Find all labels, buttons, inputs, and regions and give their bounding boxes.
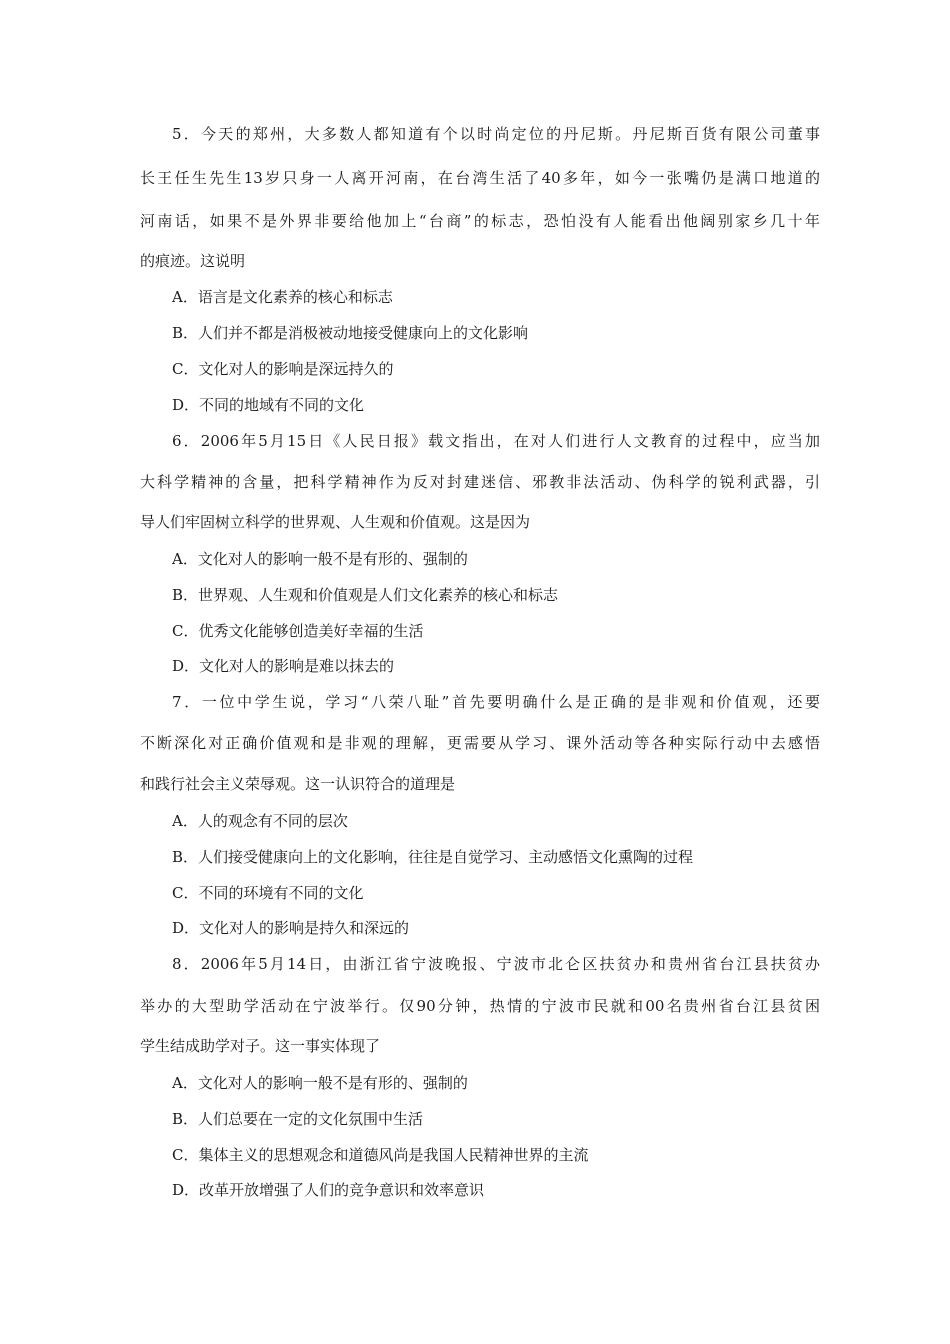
q7-option-a: A．人的观念有不同的层次 bbox=[172, 812, 348, 830]
q6-option-c: C．优秀文化能够创造美好幸福的生活 bbox=[172, 622, 424, 640]
q6-option-d: D．文化对人的影响是难以抹去的 bbox=[172, 657, 395, 675]
q5-stem-line-3: 河南话，如果不是外界非要给他加上“台商”的标志，恐怕没有人能看出他阔别家乡几十年 bbox=[140, 212, 820, 230]
q5-option-b: B．人们并不都是消极被动地接受健康向上的文化影响 bbox=[172, 324, 529, 342]
q8-option-c: C．集体主义的思想观念和道德风尚是我国人民精神世界的主流 bbox=[172, 1146, 589, 1164]
q5-option-a: A．语言是文化素养的核心和标志 bbox=[172, 288, 393, 306]
q6-stem-line-3: 导人们牢固树立科学的世界观、人生观和价值观。这是因为 bbox=[140, 513, 531, 531]
q7-stem-line-3: 和践行社会主义荣辱观。这一认识符合的道理是 bbox=[140, 775, 456, 793]
q5-stem-line-2: 长王任生先生13岁只身一人离开河南，在台湾生活了40多年，如今一张嘴仍是满口地道的 bbox=[140, 169, 820, 187]
q6-option-a: A．文化对人的影响一般不是有形的、强制的 bbox=[172, 550, 468, 568]
q8-option-b: B．人们总要在一定的文化氛围中生活 bbox=[172, 1110, 424, 1128]
q7-option-c: C．不同的环境有不同的文化 bbox=[172, 884, 364, 902]
q6-stem-line-2: 大科学精神的含量，把科学精神作为反对封建迷信、邪教非法活动、伪科学的锐利武器，引 bbox=[140, 473, 820, 491]
q7-option-b: B．人们接受健康向上的文化影响，往往是自觉学习、主动感悟文化熏陶的过程 bbox=[172, 848, 694, 866]
q5-stem-line-4: 的痕迹。这说明 bbox=[140, 252, 246, 270]
q8-option-a: A．文化对人的影响一般不是有形的、强制的 bbox=[172, 1074, 468, 1092]
q8-option-d: D．改革开放增强了人们的竞争意识和效率意识 bbox=[172, 1181, 485, 1199]
q5-option-d: D．不同的地域有不同的文化 bbox=[172, 396, 365, 414]
q5-stem-line-1: 5．今天的郑州，大多数人都知道有个以时尚定位的丹尼斯。丹尼斯百货有限公司董事 bbox=[172, 125, 820, 143]
q8-stem-line-3: 学生结成助学对子。这一事实体现了 bbox=[140, 1037, 381, 1055]
q5-option-c: C．文化对人的影响是深远持久的 bbox=[172, 360, 394, 378]
q8-stem-line-2: 举办的大型助学活动在宁波举行。仅90分钟，热情的宁波市民就和00名贵州省台江县贫困 bbox=[140, 997, 820, 1015]
q7-stem-line-1: 7．一位中学生说，学习“八荣八耻”首先要明确什么是正确的是非观和价值观，还要 bbox=[172, 693, 820, 711]
q7-option-d: D．文化对人的影响是持久和深远的 bbox=[172, 919, 410, 937]
q6-stem-line-1: 6．2006年5月15日《人民日报》载文指出，在对人们进行人文教育的过程中，应当加 bbox=[172, 432, 820, 450]
q8-stem-line-1: 8．2006年5月14日，由浙江省宁波晚报、宁波市北仑区扶贫办和贵州省台江县扶贫办 bbox=[172, 955, 820, 973]
q6-option-b: B．世界观、人生观和价值观是人们文化素养的核心和标志 bbox=[172, 586, 559, 604]
q7-stem-line-2: 不断深化对正确价值观和是非观的理解，更需要从学习、课外活动等各种实际行动中去感悟 bbox=[140, 734, 820, 752]
